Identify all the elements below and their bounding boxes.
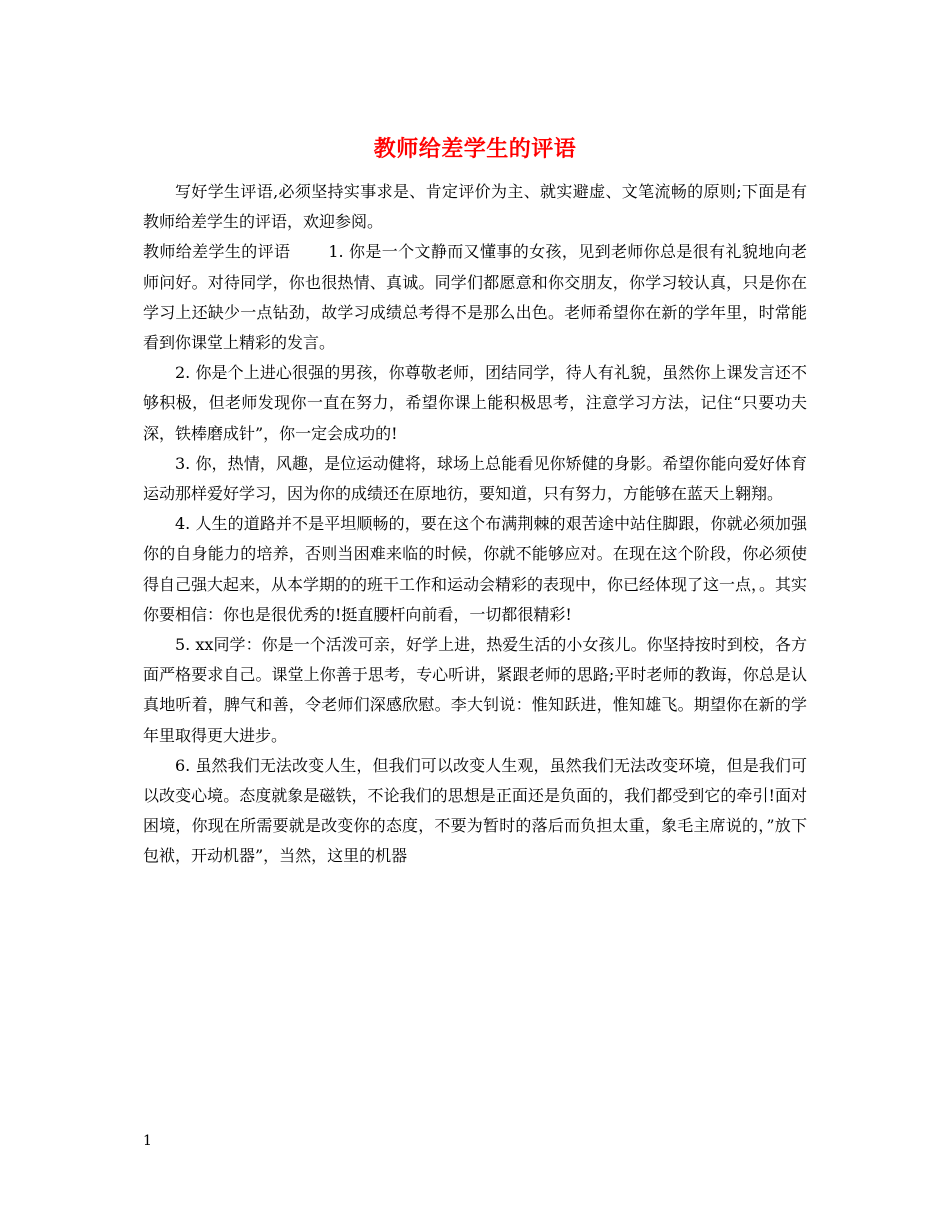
document-body <box>143 177 807 872</box>
first-comment-paragraph <box>143 237 807 358</box>
comment-3: 3. 你，热情，风趣，是位运动健将，球场上总能看见你矫健的身影。希望你能向爱好体育运动那样爱好学习，因为你的成绩还在原地彷，要知道，只有努力，方能够在蓝天上翱翔。 <box>143 453 807 504</box>
comment-6: 6. 虽然我们无法改变人生，但我们可以改变人生观，虽然我们无法改变环境，但是我们可以改变心境。态度就象是磁铁，不论我们的思想是正面还是负面的，我们都受到它的牵引!面对困境，你现在所需要就是改变你的态度，不要为暂时的落后而负担太重，象毛主席说的，”放下包袱，开动机器”，当然，这里的机器 <box>143 755 807 866</box>
comment-2: 2. 你是个上进心很强的男孩，你尊敬老师，团结同学，待人有礼貌，虽然你上课发言还不够积极，但老师发现你一直在努力，希望你课上能积极思考，注意学习方法，记住“只要功夫深，铁棒磨成针”，你一定会成功的! <box>143 363 807 443</box>
comment-4: 4. 人生的道路并不是平坦顺畅的，要在这个布满荆棘的艰苦途中站住脚跟，你就必须加强你的自身能力的培养，否则当困难来临的时候，你就不能够应对。在现在这个阶段，你必须使得自己强大起来，从本学期的的班干工作和运动会精彩的表现中，你已经体现了这一点，。其实你要相信：你也是很优秀的!挺直腰杆向前看，一切都很精彩! <box>143 514 808 624</box>
intro-paragraph: 写好学生评语,必须坚持实事求是、肯定评价为主、就实避虚、文笔流畅的原则;下面是有教师给差学生的评语，欢迎参阅。 <box>143 182 807 232</box>
comment-5: 5. xx同学：你是一个活泼可亲，好学上进，热爱生活的小女孩儿。你坚持按时到校，各方面严格要求自己。课堂上你善于思考，专心听讲，紧跟老师的思路;平时老师的教诲，你总是认真地听着，脾气和善，令老师们深感欣慰。李大钊说：惟知跃进，惟知雄飞。期望你在新的学年里取得更大进步。 <box>143 635 807 745</box>
section-label: 教师给差学生的评语 <box>143 242 291 262</box>
page-number: 1 <box>143 1133 152 1149</box>
comment-1: 1. 你是一个文静而又懂事的女孩，见到老师你总是很有礼貌地向老师问好。对待同学，你也很热情、真诚。同学们都愿意和你交朋友，你学习较认真，只是你在学习上还缺少一点钻劲，故学习成绩总考得不是那么出色。老师希望你在新的学年里，时常能看到你课堂上精彩的发言。 <box>143 242 807 353</box>
document-title: 教师给差学生的评语 <box>373 136 577 162</box>
